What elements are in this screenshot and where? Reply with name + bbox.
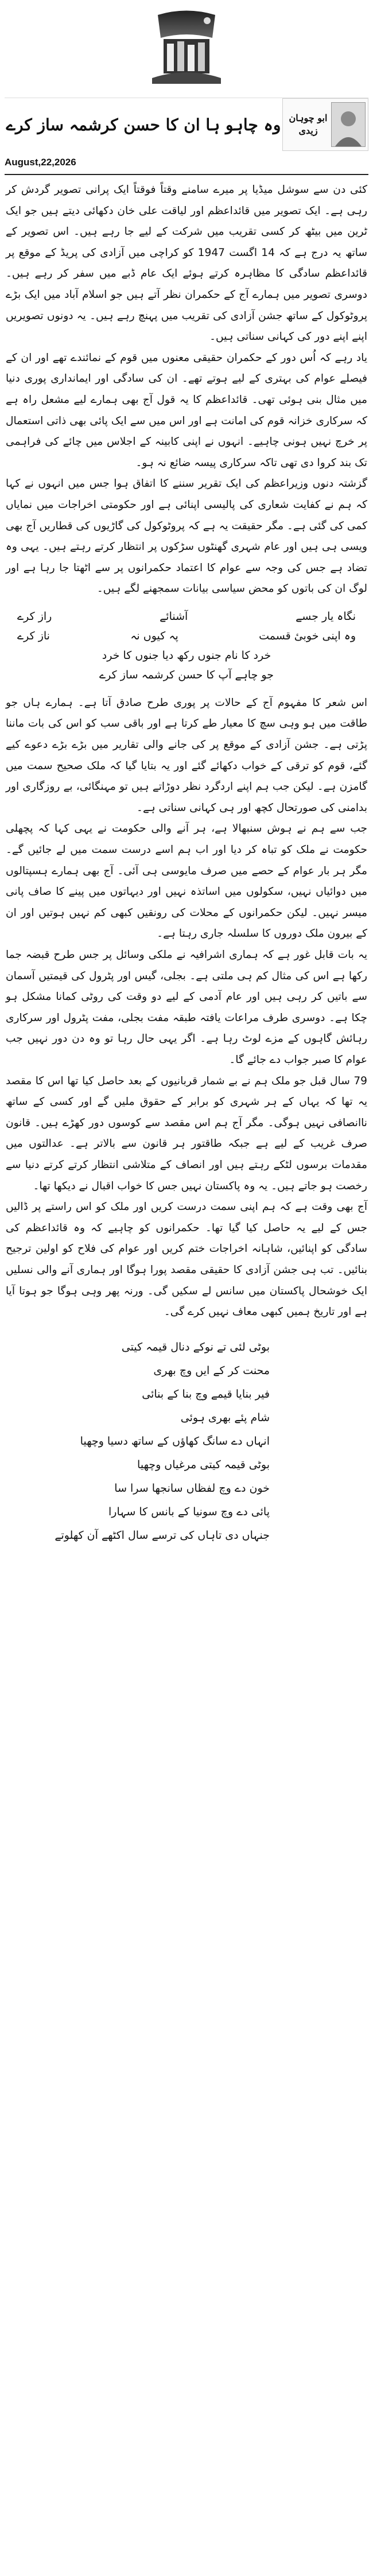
poem-line: پائی دے وچ سونیا کے بانس کا سہارا — [108, 1505, 270, 1518]
article-paragraph: اس شعر کا مفہوم آج کے حالات پر پوری طرح صادق آتا ہے۔ ہمارے ہاں جو طاقت میں ہو وہی سچ کا معیار طے کرتا ہے اور باقی سب کو اس کی بات ماننا پڑتی ہے۔ جشن آزادی کے موقع پر کی جانے والی تقاریر میں بڑے بڑے دعوے کیے گئے، قوم کو ترقی کے خواب دکھائے گئے اور یہ بتایا گیا کہ ملک صحیح سمت میں گامزن ہے۔ لیکن جب ہم اپنے اردگرد نظر دوڑاتے ہیں تو مہنگائی، بے روزگاری اور بدامنی کی صورتحال کچھ اور ہی کہانی سناتی ہے۔ — [6, 696, 367, 814]
punjabi-poem — [6, 1336, 367, 1547]
article-paragraph: یاد رہے کہ اُس دور کے حکمران حقیقی معنوں میں قوم کے نمائندے تھے اور ان کے فیصلے عوام کی بہتری کے لیے ہوتے تھے۔ ان کی سادگی اور ایمانداری پوری دنیا میں مثال بنی ہوئی تھی۔ قائداعظم کا یہ قول آج بھی ہمارے لیے مشعل راہ ہے کہ سرکاری خزانہ قوم کی امانت ہے اور اس میں سے ایک پائی بھی ذاتی استعمال پر خرچ نہیں ہونی چاہیے۔ انہوں نے اپنی کابینہ کے اجلاس میں چائے کی فراہمی تک بند کروا دی تھی تاکہ سرکاری پیسہ ضائع نہ ہو۔ — [6, 351, 367, 469]
poem-line: خون دے وچ لفظاں سانجھا سرا سا — [114, 1481, 270, 1495]
article-paragraph: یہ بات قابل غور ہے کہ ہماری اشرافیہ نے ملکی وسائل پر جس طرح قبضہ جما رکھا ہے اس کی مثال کم ہی ملتی ہے۔ بجلی، گیس اور پٹرول کی قیمتیں آسمان سے باتیں کر رہی ہیں اور عام آدمی کے لیے دو وقت کی روٹی کمانا مشکل ہو چکا ہے۔ دوسری طرف مراعات یافتہ طبقہ مفت بجلی، مفت پٹرول اور سرکاری رہائش گاہوں کے مزے لوٹ رہا ہے۔ اگر یہی حال رہا تو وہ دن دور نہیں جب عوام کا صبر جواب دے جائے گا۔ — [6, 949, 367, 1066]
column-header — [5, 98, 368, 151]
dunya-newspaper-logo-icon — [141, 3, 232, 90]
poem-line: جنہاں دی تاہاں کی ترسے سال اکٹھے آن کھلوتے — [55, 1528, 270, 1542]
couplet-segment: راز کرے — [17, 610, 52, 623]
couplet-segment: نگاہ یار جسے — [296, 610, 356, 623]
couplet-segment: وہ اپنی خوبیٔ قسمت — [259, 629, 356, 642]
couplet-row — [6, 607, 367, 626]
couplet-segment: آشنائے — [160, 610, 188, 623]
publish-date: August,22,2026 — [5, 151, 368, 175]
article-paragraph: کئی دن سے سوشل میڈیا پر میرے سامنے وقتاً فوقتاً ایک پرانی تصویر گردش کر رہی ہے۔ ایک تصویر میں قائداعظم اور لیاقت علی خان دکھائی دیتے ہیں جو ایک ٹرین میں بیٹھ کر کسی تقریب میں شرکت کے لیے جا رہے ہیں۔ اس تصویر کے ساتھ یہ درج ہے کہ 14 اگست 1947 کو کراچی میں آزادی کی پریڈ کے موقع پر قائداعظم سادگی کا مظاہرہ کرتے ہوئے ایک عام ڈبے میں سفر کر رہے ہیں۔ دوسری تصویر میں ہمارے آج کے حکمران نظر آتے ہیں جو اسلام آباد میں ایک بڑے پروٹوکول کے ساتھ جشن آزادی کی تقریب میں پہنچ رہے ہیں۔ یہ دونوں تصویریں اپنے اپنے دور کی کہانی سناتی ہیں۔ — [6, 184, 368, 343]
poem-line: شام پئے بھری ہوئی — [180, 1411, 270, 1424]
article-paragraph: آج بھی وقت ہے کہ ہم اپنی سمت درست کریں اور ملک کو اس راستے پر ڈالیں جس کے لیے یہ حاصل کیا گیا تھا۔ حکمرانوں کو چاہیے کہ وہ قائداعظم کی سادگی کو اپنائیں، شاہانہ اخراجات ختم کریں اور عوام کی فلاح کو اولین ترجیح بنائیں۔ تب ہی جشن آزادی کا حقیقی مقصد پورا ہوگا اور ہماری آنے والی نسلیں ایک خوشحال پاکستان میں سانس لے سکیں گی۔ ورنہ پھر وہی ہوگا جو ہوتا آیا ہے اور تاریخ ہمیں کبھی معاف نہیں کرے گی۔ — [6, 1201, 367, 1318]
article-paragraph: 79 سال قبل جو ملک ہم نے بے شمار قربانیوں کے بعد حاصل کیا تھا اس کا مقصد یہ تھا کہ یہاں کے ہر شہری کو برابر کے حقوق ملیں گے اور کسی کے ساتھ ناانصافی نہیں ہوگی۔ مگر آج ہم اس مقصد سے کوسوں دور کھڑے ہیں۔ قانون صرف غریب کے لیے ہے جبکہ طاقتور ہر قانون سے بالاتر ہے۔ عدالتوں میں مقدمات برسوں لٹکے رہتے ہیں اور انصاف کے متلاشی انتظار کرتے کرتے دنیا سے رخصت ہو جاتے ہیں۔ یہ وہ پاکستان نہیں جس کا خواب اقبال نے دیکھا تھا۔ — [6, 1074, 367, 1192]
author-portrait-icon — [332, 103, 365, 146]
author-name: ابو چوہان زیدی — [289, 112, 328, 136]
poem-line: محنت کر کے ایں وچ بھری — [153, 1364, 270, 1377]
poem-line: بوٹی لئی تے نوکے دنال قیمہ کیتی — [121, 1340, 270, 1353]
author-box — [282, 98, 368, 151]
couplet-segment: پہ کیوں نہ — [130, 629, 178, 642]
couplet-line: جو چاہے آپ کا حسن کرشمہ ساز کرے — [99, 668, 274, 681]
article-body — [5, 180, 368, 1547]
poem-line: فیر بنایا قیمے وچ بنا کے بنائی — [142, 1387, 270, 1400]
couplet-segment: ناز کرے — [17, 629, 50, 642]
couplet-row — [6, 626, 367, 646]
poem-line: بوٹی قیمہ کیتی مرغیاں وچھیا — [137, 1458, 270, 1471]
column-title: وہ چاہو ہا ان کا حسن کرشمہ ساز کرے — [6, 115, 281, 134]
couplet — [6, 607, 367, 685]
masthead — [5, 0, 368, 98]
article-paragraph: جب سے ہم نے ہوش سنبھالا ہے، ہر آنے والی حکومت نے یہی کہا کہ پچھلی حکومت نے ملک کو تباہ کر دیا اور اب ہم اسے درست سمت میں لے جائیں گے۔ مگر ہر بار عوام کے حصے میں صرف مایوسی ہی آئی۔ آج بھی ہمارے ہسپتالوں میں دوائیاں نہیں، سکولوں میں اساتذہ نہیں اور دیہاتوں میں پینے کا صاف پانی میسر نہیں۔ لیکن حکمرانوں کے محلات کی رونقیں کبھی کم نہیں ہوتیں اور ان کے بیرون ملک دوروں کا سلسلہ جاری رہتا ہے۔ — [6, 823, 367, 940]
poem-line: انہاں دے سانگ کھاؤں کے ساتھ دسیا وچھیا — [80, 1434, 270, 1448]
article-paragraph: گزشتہ دنوں وزیراعظم کی ایک تقریر سننے کا اتفاق ہوا جس میں انہوں نے کہا کہ ہم نے کفایت شعاری کی پالیسی اپنائی ہے اور حکومتی اخراجات میں نمایاں کمی کی گئی ہے۔ مگر حقیقت یہ ہے کہ پروٹوکول کی گاڑیوں کی قطاریں آج بھی ویسی ہی ہیں اور عام شہری گھنٹوں سڑکوں پر انتظار کرتے رہتے ہیں۔ یہی وہ تضاد ہے جس کی وجہ سے عوام کا اعتماد حکمرانوں پر سے اٹھتا جا رہا ہے اور لوگ ان کی باتوں کو محض سیاسی بیانات سمجھنے لگے ہیں۔ — [6, 478, 367, 595]
author-avatar — [331, 102, 366, 147]
couplet-line: خرد کا نام جنوں رکھ دیا جنوں کا خرد — [102, 649, 271, 662]
